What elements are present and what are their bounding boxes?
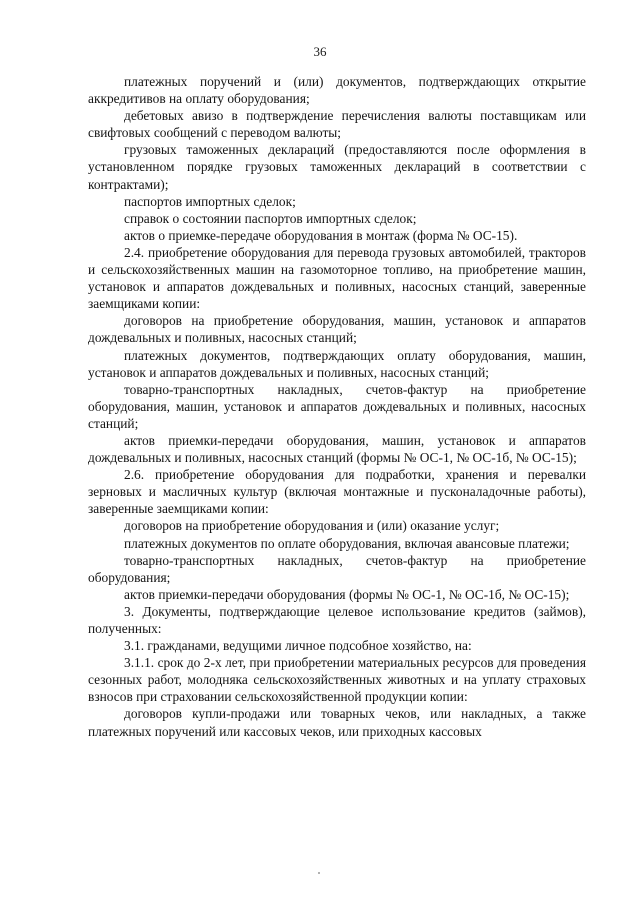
paragraph: товарно-транспортных накладных, счетов-фактур на приобретение оборудования, машин, установок и аппаратов дождевальных и поливных, насосных станций; bbox=[88, 381, 586, 431]
paragraph: договоров купли-продажи или товарных чеков, или накладных, а также платежных поручений или кассовых чеков, или приходных кассовых bbox=[88, 706, 586, 739]
paragraph: договоров на приобретение оборудования, машин, установок и аппаратов дождевальных и поливных, насосных станций; bbox=[88, 313, 586, 346]
paragraph: 3.1.1. срок до 2-х лет, при приобретении материальных ресурсов для проведения сезонных работ, молодняка сельскохозяйственных животных и на уплату страховых взносов при страховании сельскохозяйственной продукции копии: bbox=[88, 655, 586, 705]
paragraph: 2.4. приобретение оборудования для перевода грузовых автомобилей, тракторов и сельскохозяйственных машин на газомоторное топливо, на приобретение машин, установок и аппаратов дождевальных и поливных, насосных станций, заверенные заемщиками копии: bbox=[88, 244, 586, 312]
paragraph: 3. Документы, подтверждающие целевое использование кредитов (займов), полученных: bbox=[88, 603, 586, 636]
paragraph: платежных поручений и (или) документов, подтверждающих открытие аккредитивов на оплату оборудования; bbox=[88, 74, 586, 107]
paragraph: грузовых таможенных деклараций (предоставляются после оформления в установленном порядке грузовых таможенных деклараций в соответствии с контрактами); bbox=[88, 142, 586, 192]
paragraph: договоров на приобретение оборудования и (или) оказание услуг; bbox=[124, 518, 500, 534]
paragraph: платежных документов, подтверждающих оплату оборудования, машин, установок и аппаратов дождевальных и поливных, насосных станций; bbox=[88, 347, 586, 380]
page-number: 36 bbox=[313, 44, 327, 59]
paragraph: платежных документов по оплате оборудования, включая авансовые платежи; bbox=[124, 535, 570, 551]
paragraph: справок о состоянии паспортов импортных сделок; bbox=[124, 210, 417, 226]
paragraph: дебетовых авизо в подтверждение перечисления валюты поставщикам или свифтовых сообщений с переводом валюты; bbox=[88, 108, 586, 141]
paragraph: актов о приемке-передаче оборудования в монтаж (форма № ОС-15). bbox=[124, 227, 518, 243]
document-body bbox=[88, 73, 586, 740]
paragraph: товарно-транспортных накладных, счетов-фактур на приобретение оборудования; bbox=[88, 552, 586, 585]
paragraph: 3.1. гражданами, ведущими личное подсобное хозяйство, на: bbox=[124, 638, 472, 654]
paragraph: паспортов импортных сделок; bbox=[124, 193, 296, 209]
scan-speck bbox=[318, 872, 320, 874]
paragraph: актов приемки-передачи оборудования, машин, установок и аппаратов дождевальных и поливных, насосных станций (формы № ОС-1, № ОС-1б, № ОС-15); bbox=[88, 432, 586, 466]
paragraph: 2.6. приобретение оборудования для подработки, хранения и перевалки зерновых и масличных культур (включая монтажные и пусконаладочные работы), заверенные заемщиками копии: bbox=[88, 467, 586, 517]
paragraph: актов приемки-передачи оборудования (формы № ОС-1, № ОС-1б, № ОС-15); bbox=[124, 586, 570, 602]
